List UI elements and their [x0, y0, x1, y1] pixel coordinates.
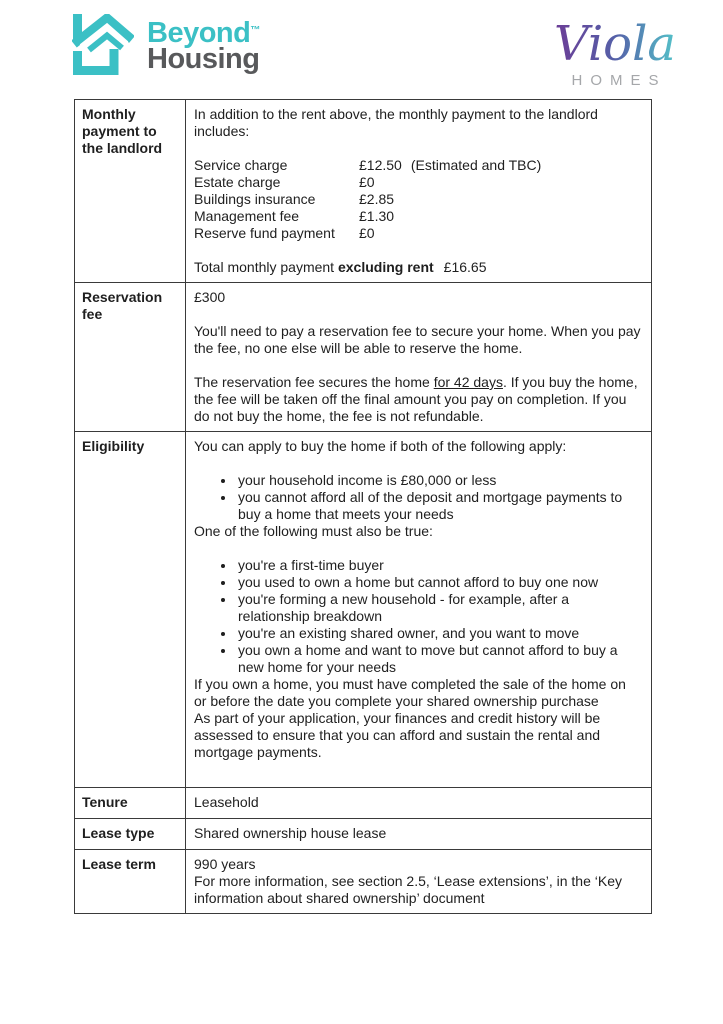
bullet-item: • you're forming a new household - for example, after a relationship breakdown	[236, 591, 641, 625]
table-row-reservation-fee	[75, 283, 652, 432]
housing-word: Housing	[147, 43, 260, 75]
bullet-item: • you own a home and want to move but cannot afford to buy a new home for your needs	[236, 642, 641, 676]
viola-homes-logo	[540, 8, 690, 89]
row-label-lease-term: Lease term	[75, 850, 186, 914]
total-amount: £16.65	[443, 259, 487, 275]
charge-amount: £2.85	[359, 191, 395, 207]
charge-row-estate	[194, 174, 641, 191]
row-content-reservation-fee	[186, 283, 652, 432]
eligibility-bullet-list-1	[194, 472, 641, 523]
charge-row-service	[194, 157, 641, 174]
table-row-lease-type	[75, 819, 652, 850]
row-label-monthly-payment: Monthly payment to the landlord	[75, 100, 186, 283]
table-row-monthly-payment	[75, 100, 652, 283]
monthly-payment-total	[194, 259, 641, 276]
eligibility-outro2: As part of your application, your finances and credit history will be assessed to ensure that you can afford and sustain the rental and mortgage payments.	[194, 710, 601, 760]
para2-after: . If you buy the home, the fee will be taken off the final amount you pay on completion. If you do not buy the home, the fee is not refundable.	[194, 374, 638, 424]
key-information-table	[74, 99, 652, 914]
eligibility-mid: One of the following must also be true:	[194, 523, 433, 539]
beyond-word: Beyond	[147, 17, 251, 49]
para2-underlined: for 42 days	[433, 374, 503, 390]
charge-amount: £0	[359, 174, 375, 190]
charge-amount: £0	[359, 225, 375, 241]
charge-amount: £12.50	[359, 157, 402, 173]
beyond-housing-logo	[72, 14, 260, 76]
charge-name: Estate charge	[194, 174, 281, 190]
eligibility-bullet-list-2	[194, 557, 641, 676]
table-row-tenure	[75, 788, 652, 819]
table-row-lease-term	[75, 850, 652, 914]
charge-name: Management fee	[194, 208, 300, 224]
lease-term-note: For more information, see section 2.5, ‘Lease extensions’, in the ‘Key information about shared ownership’ document	[194, 873, 622, 906]
total-bold-text: excluding rent	[337, 259, 434, 275]
spacer	[194, 242, 641, 259]
row-label-lease-type: Lease type	[75, 819, 186, 850]
para2-before: The reservation fee secures the home	[194, 374, 434, 390]
spacer	[194, 140, 641, 157]
charge-row-reserve-fund	[194, 225, 641, 242]
house-icon	[72, 14, 134, 76]
row-content-lease-term	[186, 850, 652, 914]
spacer	[194, 455, 641, 472]
beyond-housing-wordmark	[147, 17, 260, 75]
reservation-fee-para2	[194, 374, 641, 425]
viola-text: Viola	[554, 16, 677, 72]
row-content-lease-type: Shared ownership house lease	[186, 819, 652, 850]
charge-note: (Estimated and TBC)	[410, 157, 542, 173]
bullet-item: • you used to own a home but cannot afford to buy one now	[236, 574, 641, 591]
bullet-item: • your household income is £80,000 or less	[236, 472, 641, 489]
viola-script-wordmark	[540, 8, 690, 76]
row-content-eligibility	[186, 432, 652, 788]
charge-row-management-fee	[194, 208, 641, 225]
homes-subtitle: HOMES	[571, 72, 667, 89]
charge-name: Service charge	[194, 157, 288, 173]
charge-name: Buildings insurance	[194, 191, 316, 207]
charge-row-buildings-insurance	[194, 191, 641, 208]
lease-term-years: 990 years	[194, 856, 256, 872]
spacer	[194, 306, 641, 323]
eligibility-outro1: If you own a home, you must have completed the sale of the home on or before the date you complete your shared ownership purchase	[194, 676, 626, 709]
bullet-item: • you cannot afford all of the deposit and mortgage payments to buy a home that meets your needs	[236, 489, 641, 523]
bullet-item: • you're an existing shared owner, and you want to move	[236, 625, 641, 642]
row-label-tenure: Tenure	[75, 788, 186, 819]
row-content-monthly-payment	[186, 100, 652, 283]
row-label-eligibility: Eligibility	[75, 432, 186, 788]
reservation-fee-amount: £300	[194, 289, 226, 305]
table-row-eligibility	[75, 432, 652, 788]
total-prefix: Total monthly payment	[194, 259, 338, 275]
spacer	[194, 357, 641, 374]
charge-name: Reserve fund payment	[194, 225, 335, 241]
charge-amount: £1.30	[359, 208, 395, 224]
row-label-reservation-fee: Reservation fee	[75, 283, 186, 432]
monthly-payment-intro: In addition to the rent above, the monthly payment to the landlord includes:	[194, 106, 598, 139]
row-content-tenure: Leasehold	[186, 788, 652, 819]
bullet-item: • you're a first-time buyer	[236, 557, 641, 574]
trademark-symbol: ™	[250, 25, 260, 36]
eligibility-intro: You can apply to buy the home if both of the following apply:	[194, 438, 567, 454]
reservation-fee-para1: You'll need to pay a reservation fee to secure your home. When you pay the fee, no one else will be able to reserve the home.	[194, 323, 641, 356]
